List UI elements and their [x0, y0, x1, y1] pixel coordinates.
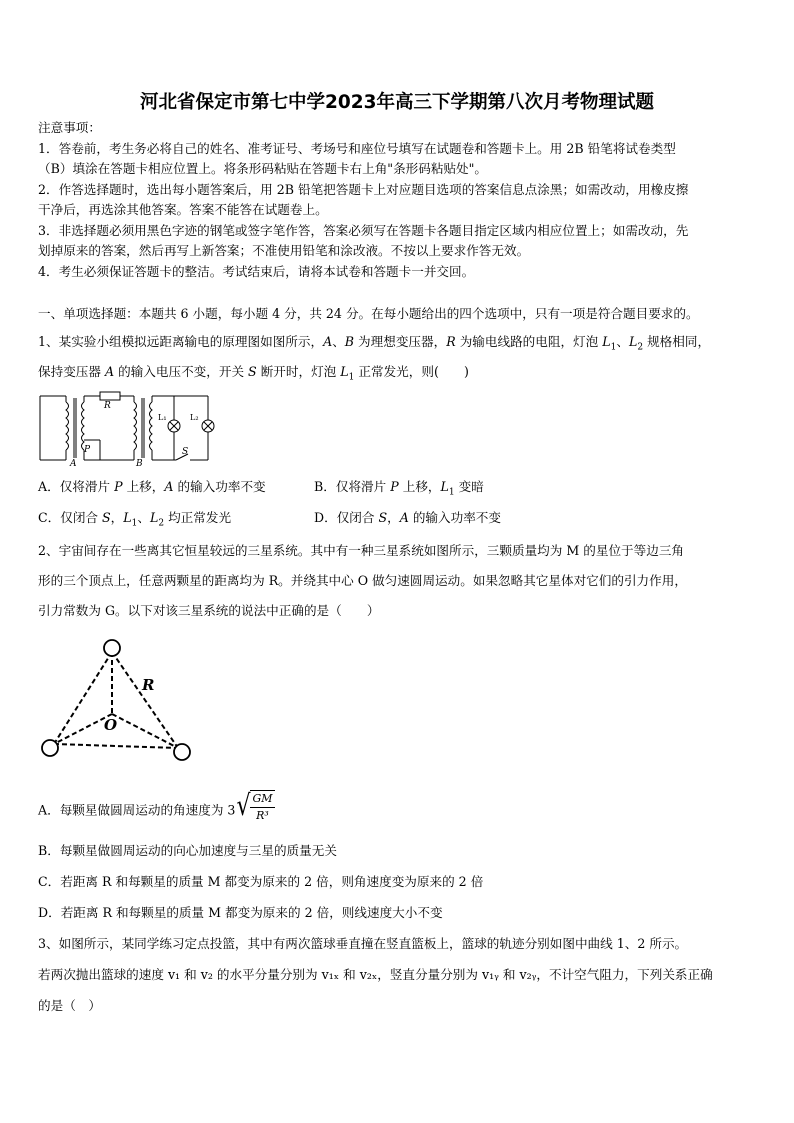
- note-1a: 1．答卷前，考生务必将自己的姓名、准考证号、考场号和座位号填写在试题卷和答题卡上。用 2B 铅笔将试卷类型: [38, 141, 676, 156]
- text: ，: [110, 510, 124, 525]
- text: 为输电线路的电阻，灯泡: [455, 334, 603, 349]
- text: 规格相同，: [643, 334, 711, 349]
- q3-stem-line1: 3、如图所示，某同学练习定点投篮，其中有两次篮球垂直撞在竖直篮板上，篮球的轨迹分别如图中曲线 1、2 所示。: [38, 936, 688, 951]
- section-1-heading: 一、单项选择题：本题共 6 小题，每小题 4 分，共 24 分。在每小题给出的四个选项中，只有一项是符合题目要求的。: [38, 306, 699, 321]
- star-bottom-right: [174, 744, 190, 760]
- q2-option-B: B．每颗星做圆周运动的向心加速度与三星的质量无关: [38, 843, 337, 858]
- fig-label-P: P: [84, 445, 91, 455]
- text: 的输入电压不变，开关: [114, 364, 249, 379]
- sqrt-icon: √: [236, 790, 251, 823]
- q2-option-D: D．若距离 R 和每颗星的质量 M 都变为原来的 2 倍，则线速度大小不变: [38, 905, 443, 920]
- text: 变暗: [454, 479, 484, 494]
- var-S: S: [102, 510, 111, 525]
- var-S: S: [378, 510, 388, 525]
- text: 1、某实验小组模拟远距离输电的原理图如图所示，: [38, 334, 324, 349]
- text: 断开时，灯泡: [256, 364, 341, 379]
- sqrt-expression: [236, 790, 274, 824]
- note-3a: 3．非选择题必须用黑色字迹的钢笔或签字笔作答，答案必须写在答题卡各题目指定区域内相应位置上；如需改动，先: [38, 223, 689, 238]
- fig-label-A: A: [70, 459, 77, 466]
- text: C．仅闭合: [38, 510, 103, 525]
- q2-stem-line1: 2、宇宙间存在一些离其它恒星较远的三星系统。其中有一种三星系统如图所示，三颗质量均为 M 的星位于等边三角: [38, 543, 685, 558]
- note-1b: （B）填涂在答题卡相应位置上。将条形码粘贴在答题卡右上角"条形码粘贴处"。: [38, 161, 488, 176]
- var-L: L: [340, 364, 349, 379]
- text: 为理想变压器，: [354, 334, 447, 349]
- star-top: [104, 640, 120, 656]
- star-bottom-left: [42, 740, 58, 756]
- text: 、: [616, 334, 629, 349]
- note-3b: 划掉原来的答案，然后再写上新答案；不准使用铅笔和涂改液。不按以上要求作答无效。: [38, 243, 530, 258]
- text: 、: [137, 510, 150, 525]
- text: ，: [387, 510, 400, 525]
- note-4: 4．考生必须保证答题卡的整洁。考试结束后，请将本试卷和答题卡一并交回。: [38, 264, 475, 279]
- note-2a: 2．作答选择题时，选出每小题答案后，用 2B 铅笔把答题卡上对应题目选项的答案信息点涂黑；如需改动，用橡皮擦: [38, 182, 689, 197]
- sub: 2: [637, 342, 644, 353]
- note-2b: 干净后，再选涂其他答案。答案不能答在试题卷上。: [38, 202, 328, 217]
- q3-stem-line3: 的是（ ）: [38, 998, 101, 1013]
- fig-label-L1: L₁: [158, 413, 167, 422]
- var-L: L: [440, 479, 449, 494]
- var-P: P: [390, 479, 399, 494]
- var-L: L: [602, 334, 611, 349]
- text: 的输入功率不变: [408, 510, 501, 525]
- var-S: S: [248, 364, 257, 379]
- q1-stem-line1: [38, 334, 710, 356]
- fig-label-O: O: [104, 716, 118, 734]
- sub: 1: [448, 487, 455, 498]
- text: A．每颗星做圆周运动的角速度为 3: [38, 802, 236, 818]
- var-A: A: [104, 364, 115, 379]
- var-L: L: [149, 510, 159, 525]
- fig-label-R: R: [104, 401, 111, 411]
- q1-option-C: [38, 510, 231, 532]
- q1-option-D: [314, 510, 501, 526]
- text: A．仅将滑片: [38, 479, 115, 494]
- text: B．仅将滑片: [314, 479, 391, 494]
- page-title: 河北省保定市第七中学2023年高三下学期第八次月考物理试题: [140, 92, 654, 113]
- fig-label-L2: L₂: [190, 413, 199, 422]
- q1-option-A: [38, 479, 266, 495]
- fig-label-B: B: [136, 459, 143, 466]
- text: 上移，: [398, 479, 441, 494]
- q2-stem-line2: 形的三个顶点上，任意两颗星的距离均为 R。并绕其中心 O 做匀速圆周运动。如果忽略其它星体对它们的引力作用，: [38, 573, 687, 588]
- var-R: R: [446, 334, 456, 349]
- var-A: A: [164, 479, 174, 494]
- q3-stem-line2: 若两次抛出篮球的速度 v₁ 和 v₂ 的水平分量分别为 v₁ₓ 和 v₂ₓ，竖直分量分别为 v₁ᵧ 和 v₂ᵧ，不计空气阻力，下列关系正确: [38, 967, 713, 982]
- text: D．仅闭合: [314, 510, 379, 525]
- sub: 1: [131, 518, 138, 529]
- fraction-denominator: R³: [256, 809, 269, 822]
- text: 正常发光，则( ): [354, 364, 469, 379]
- fraction-numerator: GM: [250, 791, 274, 808]
- var-L: L: [628, 334, 638, 349]
- sub: 2: [158, 518, 165, 529]
- q2-option-A: [38, 790, 275, 828]
- text: 均正常发光: [164, 510, 232, 525]
- sub: 1: [348, 372, 355, 383]
- text: 保持变压器: [38, 364, 105, 379]
- var-A: A: [399, 510, 409, 525]
- text: 的输入功率不变: [173, 479, 266, 494]
- q2-stem-line3: 引力常数为 G。以下对该三星系统的说法中正确的是（ ）: [38, 603, 380, 618]
- var-L: L: [123, 510, 132, 525]
- q2-option-C: C．若距离 R 和每颗星的质量 M 都变为原来的 2 倍，则角速度变为原来的 2 倍: [38, 874, 484, 889]
- q1-option-B: [314, 479, 484, 501]
- var-P: P: [114, 479, 123, 494]
- sub: 1: [610, 342, 617, 353]
- fig-label-S: S: [182, 447, 189, 457]
- q2-three-star-diagram: [38, 634, 198, 764]
- fig-label-R: R: [142, 676, 155, 694]
- var-A: A: [323, 334, 333, 349]
- text: 上移，: [122, 479, 165, 494]
- text: 、: [332, 334, 345, 349]
- var-B: B: [344, 334, 355, 349]
- notes-header: 注意事项：: [38, 120, 101, 135]
- q1-stem-line2: [38, 364, 469, 386]
- q1-circuit-diagram: [36, 390, 222, 466]
